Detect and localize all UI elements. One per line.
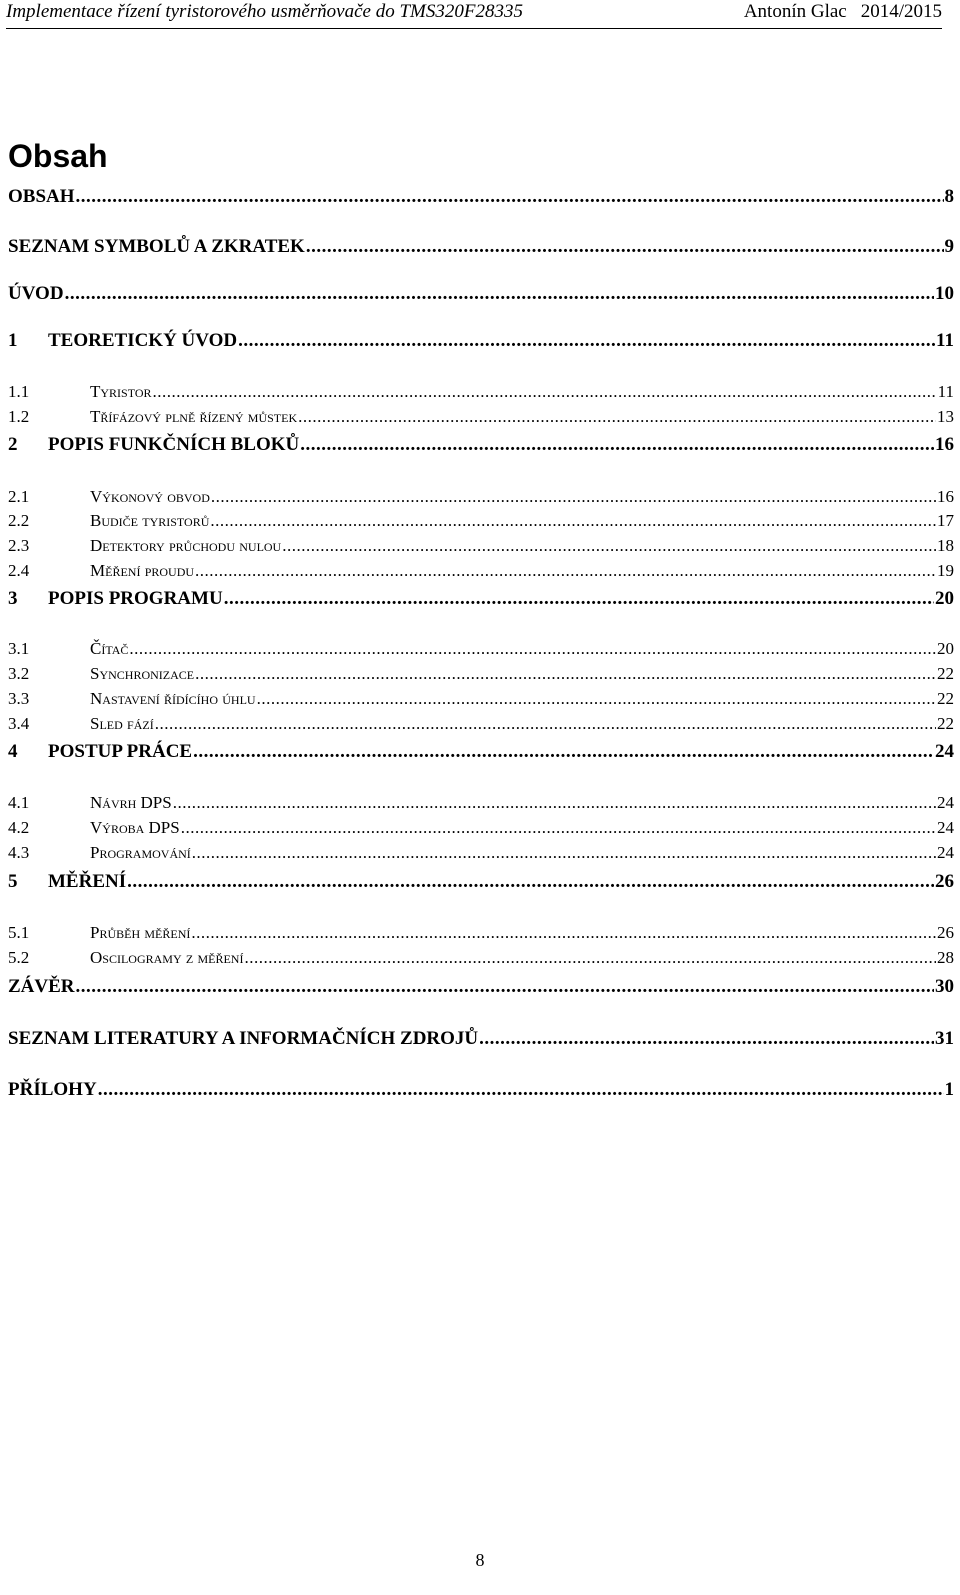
toc-entry[interactable]	[8, 976, 954, 998]
toc-entry-page: 20	[937, 639, 954, 658]
header-meta	[744, 0, 942, 24]
toc-entry-page: 22	[937, 664, 954, 683]
toc-entry[interactable]	[8, 948, 954, 968]
toc-entry-page: 28	[937, 948, 954, 967]
toc-entry-title: Oscilogramy z měření	[90, 948, 244, 967]
toc-entry[interactable]	[8, 186, 954, 208]
toc-dot-leader	[238, 330, 935, 352]
toc-entry-page: 11	[937, 382, 954, 401]
toc-dot-leader	[155, 714, 936, 734]
toc-dot-leader	[76, 976, 934, 998]
toc-entry[interactable]	[8, 639, 954, 659]
header-author: Antonín Glac	[743, 1, 847, 22]
toc-dot-leader	[98, 1079, 944, 1101]
toc-entry-number: 3.4	[8, 714, 30, 733]
toc-dot-leader	[193, 741, 934, 763]
toc-dot-leader	[282, 536, 936, 556]
toc-entry[interactable]	[8, 330, 954, 352]
page-number: 8	[475, 1550, 485, 1570]
toc-entry[interactable]	[8, 434, 954, 456]
toc-entry-number: 4.2	[8, 818, 30, 837]
toc-entry-number: 1.2	[8, 407, 30, 426]
toc-entry-title: Výroba DPS	[90, 818, 180, 837]
toc-dot-leader	[181, 818, 936, 838]
toc-entry-page: 10	[935, 283, 954, 304]
toc-entry[interactable]	[8, 689, 954, 709]
toc-dot-leader	[129, 639, 936, 659]
toc-entry-title: Budiče tyristorů	[90, 511, 210, 530]
toc-dot-leader	[298, 407, 936, 427]
toc-entry-page: 22	[937, 714, 954, 733]
toc-entry-title: SEZNAM SYMBOLŮ A ZKRATEK	[8, 236, 305, 257]
toc-entry-page: 13	[937, 407, 954, 426]
toc-dot-leader	[244, 948, 936, 968]
toc-entry[interactable]	[8, 382, 954, 402]
toc-entry-number: 4.3	[8, 843, 30, 862]
toc-entry-page: 26	[935, 871, 954, 892]
toc-entry-page: 30	[935, 976, 954, 997]
toc-entry-number: 2	[8, 434, 18, 455]
toc-dot-leader	[210, 511, 936, 531]
toc-entry[interactable]	[8, 923, 954, 943]
toc-entry-number: 1	[8, 330, 18, 351]
toc-entry[interactable]	[8, 588, 954, 610]
toc-dot-leader	[306, 236, 944, 258]
header-year: 2014/2015	[860, 1, 942, 22]
toc-entry-title: Měření proudu	[90, 561, 195, 580]
toc-entry-number: 2.4	[8, 561, 30, 580]
toc-entry-number: 2.2	[8, 511, 30, 530]
toc-entry-number: 3.2	[8, 664, 30, 683]
toc-dot-leader	[195, 664, 936, 684]
toc-entry[interactable]	[8, 236, 954, 258]
toc-entry[interactable]	[8, 1079, 954, 1101]
toc-entry[interactable]	[8, 714, 954, 734]
toc-entry-title: OBSAH	[8, 186, 75, 207]
toc-entry-page: 20	[935, 588, 954, 609]
toc-entry-number: 5.2	[8, 948, 30, 967]
toc-entry-number: 5.1	[8, 923, 30, 942]
toc-entry[interactable]	[8, 511, 954, 531]
toc-entry-page: 16	[937, 487, 954, 506]
toc-entry-title: Průběh měření	[90, 923, 191, 942]
toc-entry-title: TEORETICKÝ ÚVOD	[48, 330, 238, 351]
toc-entry-title: Sled fází	[90, 714, 154, 733]
toc-entry-number: 3.1	[8, 639, 30, 658]
toc-entry[interactable]	[8, 741, 954, 763]
toc-entry[interactable]	[8, 1028, 954, 1050]
toc-entry-title: SEZNAM LITERATURY A INFORMAČNÍCH ZDROJŮ	[8, 1028, 479, 1049]
page-title: Obsah	[8, 138, 108, 174]
toc-entry-title: POSTUP PRÁCE	[48, 741, 193, 762]
toc-dot-leader	[257, 689, 936, 709]
toc-entry-title: POPIS FUNKČNÍCH BLOKŮ	[48, 434, 300, 455]
toc-entry-page: 1	[944, 1079, 954, 1100]
toc-entry-title: Synchronizace	[90, 664, 195, 683]
toc-entry-number: 2.1	[8, 487, 30, 506]
toc-entry-title: PŘÍLOHY	[8, 1079, 97, 1100]
toc-entry-page: 24	[937, 793, 954, 812]
toc-entry-title: Tyristor	[90, 382, 152, 401]
toc-entry-number: 3.3	[8, 689, 30, 708]
toc-entry-title: Nastavení řídícího úhlu	[90, 689, 256, 708]
toc-entry-title: Třífázový plně řízený můstek	[90, 407, 298, 426]
toc-entry-page: 16	[935, 434, 954, 455]
toc-entry-number: 4	[8, 741, 18, 762]
toc-entry-page: 22	[937, 689, 954, 708]
toc-entry-page: 24	[937, 818, 954, 837]
toc-entry-title: POPIS PROGRAMU	[48, 588, 223, 609]
toc-entry-page: 9	[944, 236, 954, 257]
toc-entry[interactable]	[8, 536, 954, 556]
toc-entry-title: Výkonový obvod	[90, 487, 210, 506]
toc-dot-leader	[192, 843, 936, 863]
toc-entry-title: Čítač	[90, 639, 129, 658]
toc-entry-number: 1.1	[8, 382, 30, 401]
toc-entry-title: Programování	[90, 843, 191, 862]
toc-entry-title: Detektory průchodu nulou	[90, 536, 282, 555]
toc-dot-leader	[173, 793, 936, 813]
header-document-title: Implementace řízení tyristorového usměrňovače do TMS320F28335	[6, 1, 523, 22]
toc-entry-number: 5	[8, 871, 18, 892]
toc-entry-page: 31	[935, 1028, 954, 1049]
toc-entry[interactable]	[8, 818, 954, 838]
toc-entry[interactable]	[8, 871, 954, 893]
toc-dot-leader	[127, 871, 934, 893]
toc-entry-page: 11	[936, 330, 954, 351]
toc-dot-leader	[300, 434, 934, 456]
toc-dot-leader	[211, 487, 936, 507]
toc-dot-leader	[224, 588, 934, 610]
running-header	[6, 0, 942, 29]
toc-dot-leader	[479, 1028, 934, 1050]
toc-entry[interactable]	[8, 664, 954, 684]
toc-dot-leader	[65, 283, 934, 305]
toc-dot-leader	[153, 382, 937, 402]
toc-entry-number: 4.1	[8, 793, 30, 812]
toc-entry-page: 18	[937, 536, 954, 555]
toc-entry[interactable]	[8, 793, 954, 813]
toc-entry-page: 24	[935, 741, 954, 762]
toc-dot-leader	[191, 923, 936, 943]
toc-entry-title: Návrh DPS	[90, 793, 172, 812]
toc-entry-page: 26	[937, 923, 954, 942]
toc-entry-title: MĚŘENÍ	[48, 871, 127, 892]
toc-entry-title: ÚVOD	[8, 283, 64, 304]
toc-entry-page: 24	[937, 843, 954, 862]
toc-entry[interactable]	[8, 407, 954, 427]
toc-dot-leader	[76, 186, 944, 208]
toc-entry-number: 3	[8, 588, 18, 609]
toc-entry-title: ZÁVĚR	[8, 976, 75, 997]
toc-entry[interactable]	[8, 283, 954, 305]
toc-entry-page: 17	[937, 511, 954, 530]
toc-entry[interactable]	[8, 843, 954, 863]
toc-entry-page: 19	[937, 561, 954, 580]
toc-dot-leader	[195, 561, 936, 581]
toc-entry[interactable]	[8, 487, 954, 507]
toc-entry-page: 8	[944, 186, 954, 207]
toc-entry[interactable]	[8, 561, 954, 581]
toc-entry-number: 2.3	[8, 536, 30, 555]
